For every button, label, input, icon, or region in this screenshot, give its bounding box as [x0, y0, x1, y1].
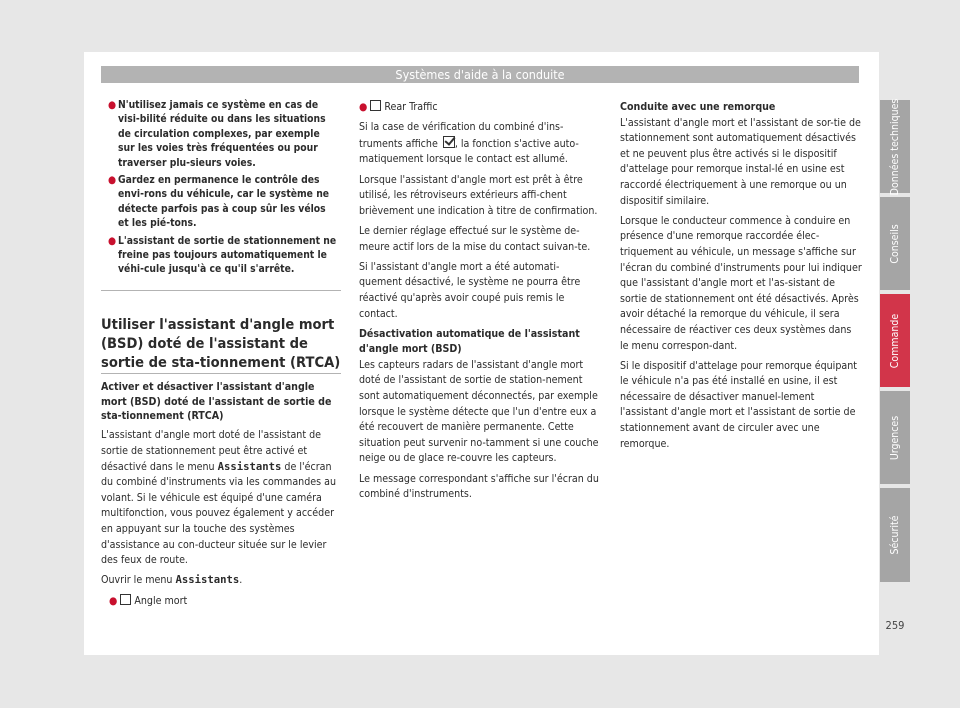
paragraph: Le dernier réglage effectué sur le système de-meure actif lors de la mise du contact suivan-te. [359, 224, 591, 253]
subheading: Conduite avec une remorque [620, 101, 776, 113]
paragraph: Lorsque l'assistant d'angle mort est prêt à être utilisé, les rétroviseurs extérieurs affi-chent brièvement une indication à titre de confirmation. [359, 173, 598, 217]
tab-securite[interactable]: Sécurité [880, 488, 910, 582]
column-2 [359, 100, 601, 507]
column-3 [620, 100, 862, 457]
paragraph: Si l'assistant d'angle mort a été automati-quement désactivé, le système ne pourra être réactivé qu'après avoir coupé puis remis le contact. [359, 260, 581, 320]
paragraph: Ouvrir le menu Assistants. [101, 574, 243, 587]
paragraph: Les capteurs radars de l'assistant d'angle mort doté de l'assistant de sortie de station-nement sont automatiquement déconnectés, par exemple lorsque le système détecte que l'un d'entre eux a été recouvert de manière permanente. Cette situation peut survenir no-tamment si une couche neige ou de glace re-couvre les capteurs. [359, 358, 599, 465]
subheading: Désactivation automatique de l'assistant d'angle mort (BSD) [359, 327, 580, 356]
paragraph: Si le dispositif d'attelage pour remorque équipant le véhicule n'a pas été installé en usine, il est nécessaire de désactiver manuel-lement l'assistant d'angle mort et l'assistant de sortie de stationnement avant de circuler avec une remorque. [620, 359, 857, 450]
list-item: ● Angle mort [109, 594, 188, 607]
bullet-icon: ● [108, 99, 117, 111]
subheading: Activer et désactiver l'assistant d'angle mort (BSD) doté de l'assistant de sortie de sta-tionnement (RTCA) [101, 381, 332, 423]
menu-name: Assistants [175, 574, 240, 587]
column-1 [108, 98, 338, 280]
tab-donnees-techniques[interactable]: Données techniques [880, 100, 910, 193]
bullet-icon: ● [108, 174, 117, 187]
section-title: Utiliser l'assistant d'angle mort (BSD) doté de l'assistant de sortie de sta-tionnement (RTCA) [101, 316, 341, 371]
warning-divider [101, 290, 341, 291]
paragraph: L'assistant d'angle mort doté de l'assistant de sortie de stationnement peut être activé et désactivé dans le menu Assistants de l'écran du combiné d'instruments via les commandes au volant. Si le véhicule est équipé d'une caméra multifonction, vous pouvez également y accéder en appuyant sur la touche des systèmes d'assistance au con-ducteur située sur le levier des feux de route. [101, 429, 337, 567]
checkmark-icon [443, 136, 455, 148]
menu-name: Assistants [217, 460, 282, 473]
tab-conseils[interactable]: Conseils [880, 197, 910, 290]
paragraph: Si la case de vérification du combiné d'ins-truments affiche , la fonction s'active auto-matiquement lorsque le contact est allumé. [359, 121, 579, 166]
column-1-body [101, 380, 341, 614]
tab-commande[interactable]: Commande [880, 294, 910, 387]
bullet-icon: ● [109, 594, 118, 607]
tab-urgences[interactable]: Urgences [880, 391, 910, 484]
section-divider [101, 373, 341, 374]
warning-list [108, 98, 338, 277]
list-item: ● Rear Traffic [359, 101, 438, 113]
paragraph: Lorsque le conducteur commence à conduire en présence d'une remorque raccordée élec-triquement au véhicule, un message s'affiche sur l'écran du combiné d'instruments pour lui indiquer que l'assistant d'angle mort et l'as-sistant de sortie de stationnement ont été désactivés. Après avoir détaché la remorque du véhicule, il sera nécessaire de réactiver ces deux systèmes dans le menu correspon-dant. [620, 214, 862, 352]
warning-item: ● Gardez en permanence le contrôle des envi-rons du véhicule, car le système ne détecte parfois pas à coup sûr les vélos et les pié-tons. [108, 174, 330, 230]
warning-item: ● N'utilisez jamais ce système en cas de visi-bilité réduite ou dans les situations de circulation complexes, par exemple sur les voies très fréquentées ou pour traverser plu-sieurs voies. [108, 99, 326, 169]
page-number: 259 [885, 619, 905, 632]
checkbox-icon [370, 100, 381, 111]
checkbox-icon [120, 594, 131, 605]
page-header: Systèmes d'aide à la conduite [101, 66, 859, 83]
paragraph: Le message correspondant s'affiche sur l'écran du combiné d'instruments. [359, 472, 599, 501]
bullet-icon: ● [108, 234, 117, 247]
paragraph: L'assistant d'angle mort et l'assistant de sor-tie de stationnement sont automatiquement désactivés et ne peuvent plus être activés si le dispositif d'attelage pour remorque instal-lé en usine est raccordé électriquement à une remorque ou un dispositif similaire. [620, 116, 861, 207]
bullet-icon: ● [359, 101, 368, 113]
warning-item: ● L'assistant de sortie de stationnement ne freine pas toujours automatiquement le véhi-cule jusqu'à ce qu'il s'arrête. [108, 234, 337, 276]
